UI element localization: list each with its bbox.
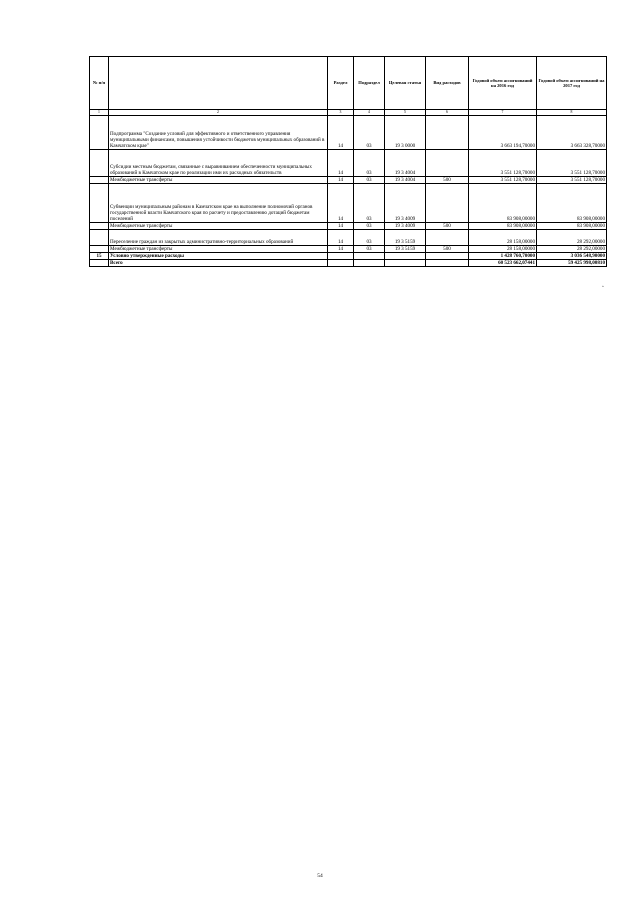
row-celevaya: 19 3 4009 (385, 223, 426, 230)
row-razdel (328, 253, 354, 260)
row-num (90, 246, 109, 253)
table-row (90, 260, 607, 267)
row-2016: 3 551 128,70000 (469, 150, 537, 177)
budget-table (89, 56, 607, 267)
row-razdel: 14 (328, 177, 354, 184)
row-2016: 83 908,00000 (469, 184, 537, 223)
row-num (90, 184, 109, 223)
header-num: № п/п (90, 57, 109, 110)
row-num: 15 (90, 253, 109, 260)
header-podrazdel: Подраздел (354, 57, 385, 110)
table-row (90, 184, 607, 223)
row-num (90, 150, 109, 177)
row-vid (426, 253, 469, 260)
header-row (90, 57, 607, 110)
row-podrazdel (354, 253, 385, 260)
row-2017: 3 551 128,70000 (537, 150, 607, 177)
row-2016: 28 158,00000 (469, 230, 537, 246)
row-2016: 1 428 760,70000 (469, 253, 537, 260)
row-2016: 3 663 194,70000 (469, 116, 537, 150)
row-name: Всего (109, 260, 328, 267)
header-razdel: Раздел (328, 57, 354, 110)
row-2017: 3 551 128,70000 (537, 177, 607, 184)
row-celevaya: 19 3 4004 (385, 177, 426, 184)
row-2016: 60 523 662,07441 (469, 260, 537, 267)
col-number: 7 (469, 110, 537, 116)
table-row (90, 246, 607, 253)
row-podrazdel: 03 (354, 230, 385, 246)
row-razdel: 14 (328, 223, 354, 230)
row-podrazdel: 03 (354, 246, 385, 253)
header-name (109, 57, 328, 110)
row-celevaya: 19 3 4009 (385, 184, 426, 223)
row-name: Условно утвержденные расходы (109, 253, 328, 260)
row-razdel: 14 (328, 184, 354, 223)
header-celevaya: Целевая статья (385, 57, 426, 110)
row-vid (426, 150, 469, 177)
row-2017: 3 663 328,70000 (537, 116, 607, 150)
row-celevaya: 19 3 5159 (385, 246, 426, 253)
header-2017: Годовой объем ассигнований на 2017 год (537, 57, 607, 110)
row-podrazdel: 03 (354, 184, 385, 223)
row-razdel: 14 (328, 116, 354, 150)
row-name: Межбюджетные трансферты (109, 223, 328, 230)
row-podrazdel: 03 (354, 177, 385, 184)
row-2017: 3 036 548,90000 (537, 253, 607, 260)
row-name: Межбюджетные трансферты (109, 177, 328, 184)
row-vid: 500 (426, 223, 469, 230)
col-number: 4 (354, 110, 385, 116)
col-number: 5 (385, 110, 426, 116)
row-name: Межбюджетные трансферты (109, 246, 328, 253)
table-row (90, 230, 607, 246)
row-vid: 500 (426, 246, 469, 253)
row-vid: 500 (426, 177, 469, 184)
row-razdel (328, 260, 354, 267)
row-2016: 83 908,00000 (469, 223, 537, 230)
row-podrazdel (354, 260, 385, 267)
page-number: 54 (317, 873, 323, 879)
col-number: 6 (426, 110, 469, 116)
row-2017: 28 292,00000 (537, 230, 607, 246)
table-row (90, 116, 607, 150)
row-celevaya: 19 3 4004 (385, 150, 426, 177)
row-num (90, 230, 109, 246)
row-vid (426, 184, 469, 223)
row-podrazdel: 03 (354, 116, 385, 150)
row-name: Субсидии местным бюджетам, связанные с выравниванием обеспеченности муниципальных образований в Камчатском крае по реализации ими их расходных обязательств (109, 150, 328, 177)
col-number: 8 (537, 110, 607, 116)
row-razdel: 14 (328, 150, 354, 177)
row-num (90, 223, 109, 230)
row-podrazdel: 03 (354, 223, 385, 230)
row-vid (426, 116, 469, 150)
row-celevaya: 19 3 5159 (385, 230, 426, 246)
row-vid (426, 230, 469, 246)
row-num (90, 177, 109, 184)
col-number: 2 (109, 110, 328, 116)
table-row (90, 150, 607, 177)
row-2017: 83 908,00000 (537, 184, 607, 223)
row-2016: 28 158,00000 (469, 246, 537, 253)
table-row (90, 253, 607, 260)
row-2016: 3 551 128,70000 (469, 177, 537, 184)
col-number: 1 (90, 110, 109, 116)
header-vid: Вид расходов (426, 57, 469, 110)
col-number: 3 (328, 110, 354, 116)
row-num (90, 116, 109, 150)
row-2017: 83 908,00000 (537, 223, 607, 230)
table-row (90, 223, 607, 230)
table-end-mark: » (602, 284, 604, 288)
table-row (90, 177, 607, 184)
row-2017: 28 292,00000 (537, 246, 607, 253)
row-razdel: 14 (328, 246, 354, 253)
row-name: Подпрограмма "Создание условий для эффективного и ответственного управления муниципальными финансами, повышения устойчивости бюджетов муниципальных образований в Камчатском крае" (109, 116, 328, 150)
row-celevaya (385, 253, 426, 260)
row-name: Переселение граждан из закрытых административно-территориальных образований (109, 230, 328, 246)
row-celevaya: 19 3 0000 (385, 116, 426, 150)
row-2017: 59 425 998,00810 (537, 260, 607, 267)
row-celevaya (385, 260, 426, 267)
row-vid (426, 260, 469, 267)
row-razdel: 14 (328, 230, 354, 246)
header-2016: Годовой объем ассигнований на 2016 год (469, 57, 537, 110)
row-podrazdel: 03 (354, 150, 385, 177)
row-num (90, 260, 109, 267)
row-name: Субвенции муниципальным районам в Камчатском крае на выполнение полномочий органов государственной власти Камчатского края по расчету и предоставлению дотаций бюджетам поселений (109, 184, 328, 223)
